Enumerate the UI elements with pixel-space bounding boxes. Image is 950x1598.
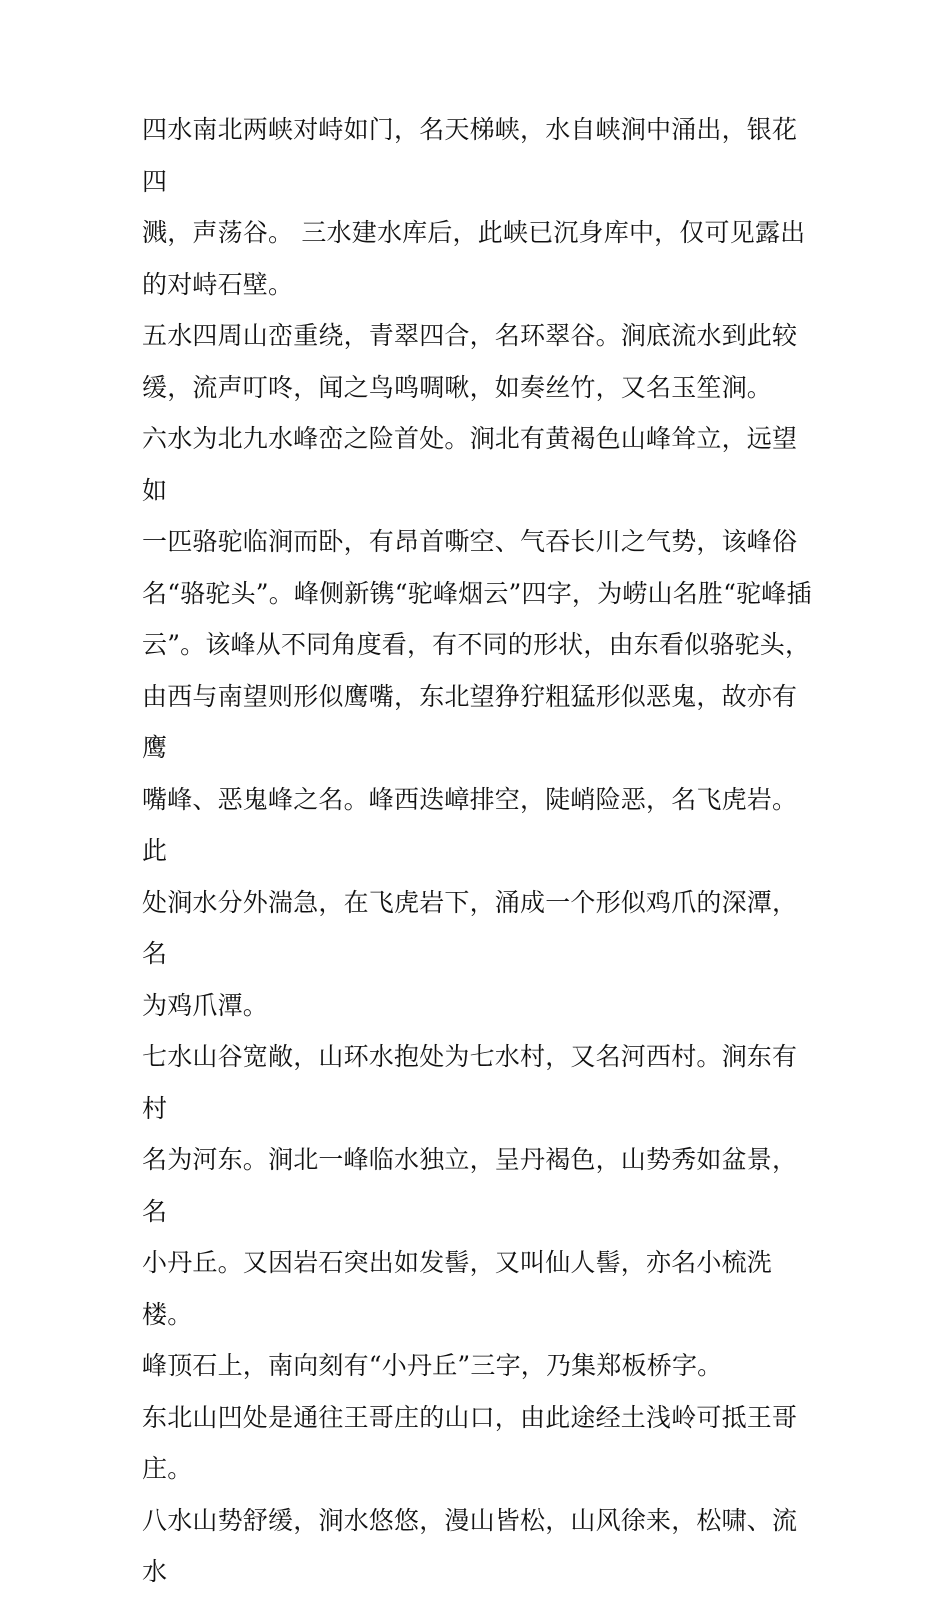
paragraph-wangge-pass: 东北山凹处是通往王哥庄的山口，由此途经土浅岭可抵王哥 庄。 — [142, 1402, 798, 1483]
paragraph-qishui-village: 七水山谷宽敞，山环水抱处为七水村，又名河西村。涧东有村 名为河东。涧北一峰临水独立，呈丹褐色，山势秀如盆景，名 小丹丘。又因岩石突出如发髻，又叫仙人髻，亦名小梳洗楼。 峰顶石上，南向刻有“小丹丘”三字，乃集郑板桥字。 — [142, 1042, 798, 1380]
paragraph-bashui: 八水山势舒缓，涧水悠悠，漫山皆松，山风徐来，松啸、流水 — [142, 1505, 798, 1586]
paragraph-huancui-valley: 五水四周山峦重绕，青翠四合，名环翠谷。涧底流水到此较 缓，流声叮咚，闻之鸟鸣啁啾，如奏丝竹，又名玉笙涧。 — [142, 321, 798, 402]
paragraph-camel-head-peak: 六水为北九水峰峦之险首处。涧北有黄褐色山峰耸立，远望如 一匹骆驼临涧而卧，有昂首嘶空、气吞长川之气势，该峰俗 名“骆驼头”。峰侧新镌“驼峰烟云”四字，为崂山名胜“驼峰插 云”。该峰从不同角度看，有不同的形状，由东看似骆驼头， 由西与南望则形似鹰嘴，东北望狰狞粗猛形似恶鬼，故亦有鹰 嘴峰、恶鬼峰之名。峰西迭嶂排空，陡峭险恶，名飞虎岩。此 处涧水分外湍急，在飞虎岩下，涌成一个形似鸡爪的深潭，名 为鸡爪潭。 — [142, 424, 812, 1020]
body-text — [142, 104, 814, 1598]
paragraph-tianti-gorge: 四水南北两峡对峙如门，名天梯峡，水自峡涧中涌出，银花四 溅，声荡谷。 三水建水库后，此峡已沉身库中，仅可见露出 的对峙石壁。 — [142, 115, 806, 299]
